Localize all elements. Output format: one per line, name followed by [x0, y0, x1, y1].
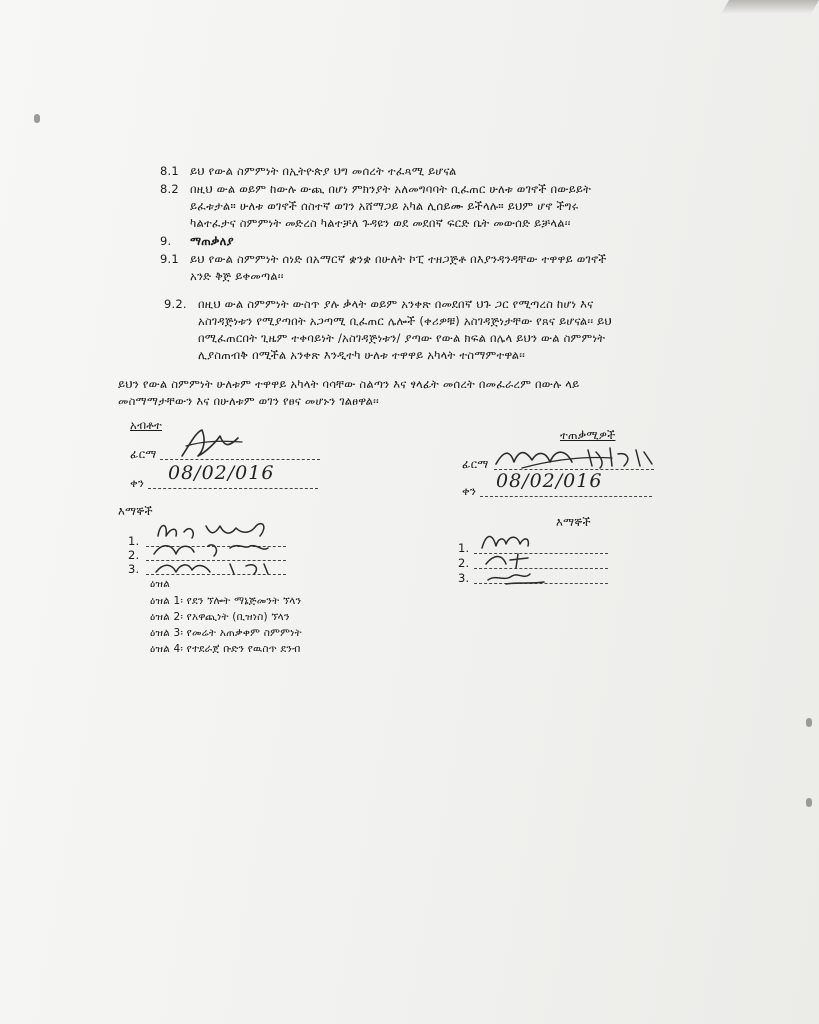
punch-hole-top [34, 114, 40, 123]
right-date-line [480, 496, 652, 497]
page-corner-shadow [721, 0, 819, 14]
clause-9-2-line-4: ሊያስጠብቅ በሚችል አንቀጽ እንዲተካ ሁለቱ ተዋዋይ አካላት ተስማምተዋል፡፡ [198, 348, 526, 362]
punch-hole-right-upper [806, 718, 812, 727]
right-witness-2-number: 2. [458, 556, 470, 570]
punch-hole-right-lower [806, 798, 812, 807]
left-witness-signatures [150, 516, 290, 580]
right-party-signature [492, 440, 662, 474]
left-witness-2-number: 2. [128, 548, 140, 562]
clause-9-2-number: 9.2. [164, 297, 187, 311]
left-date-value: 08/02/016 [168, 462, 275, 484]
left-witness-3-number: 3. [128, 562, 140, 576]
clause-8-2-number: 8.2 [160, 182, 179, 196]
right-witness-3-number: 3. [458, 571, 470, 585]
right-signature-label: ፊርማ [462, 457, 489, 471]
clause-9-1-line-1: ይህ የውል ስምምነት ሰነድ በአማርኛ ቋንቋ በሁለት ኮፒ ተዘጋጅቶ በእያንዳንዳቸው ተዋዋይ ወገኖች [190, 252, 607, 266]
left-date-line [148, 488, 318, 489]
clause-8-2-line-1: በዚህ ውል ወይም ከውሉ ውጪ በሆነ ምክንያት አለመግባባት ቢፈጠር ሁለቱ ወገኖች በውይይት [190, 182, 592, 196]
right-party-title: ተጠቃሚዎች [560, 428, 616, 442]
left-signature-label: ፊርማ [130, 447, 157, 461]
right-date-label: ቀን [462, 484, 477, 498]
annex-3: ዕዝል 3፡ የመሬት አጠቃቀም ስምምነት [150, 627, 302, 639]
left-date-label: ቀን [130, 476, 145, 490]
clause-8-1-text: ይህ የውል ስምምነት በኢትዮጵያ ህግ መሰረት ተፈጻሚ ይሆናል [190, 164, 457, 178]
clause-8-2-line-3: ካልተፈታና ስምምነት መድረስ ካልተቻለ ጉዳዩን ወደ መደበኛ ፍርድ ቤት መውሰድ ይቻላል፡፡ [190, 216, 571, 230]
clause-9-number: 9. [160, 234, 172, 248]
closing-line-1: ይህን የውል ስምምነት ሁለቱም ተዋዋይ አካላት ባሳቸው ስልጣን እና ፃላፊት መሰረት በመፈራረም በውሉ ላይ [118, 377, 580, 391]
clause-9-2-line-2: አስገዳጅነቱን የሚያጣበት አጋጣሚ ቢፈጠር ሌሎች (ቀሪዎቹ) አስገዳጅነታቸው የጸና ይሆናል፡፡ ይህ [198, 314, 612, 328]
left-witness-1-number: 1. [128, 534, 140, 548]
left-party-title: አብቶተ [130, 418, 162, 432]
clause-8-2-line-2: ይፈቱታል። ሁለቱ ወገኖች ሰስተኛ ወገን አሸማጋይ አካል ሊሰይሙ ይችላሉ። ይህም ሆኖ ችግሩ [190, 199, 579, 213]
right-date-value: 08/02/016 [496, 470, 603, 492]
right-witness-1-number: 1. [458, 541, 470, 555]
clause-9-2-line-1: በዚህ ውል ስምምነት ውስጥ ያሉ ቃላት ወይም አንቀጽ በመደበኛ ህጉ ጋር የሚጣረስ ከሆነ እና [198, 297, 594, 311]
clause-9-heading: ማጠቃለያ [190, 234, 234, 248]
annex-1: ዕዝል 1፡ የደን ኘሎት ማኔጅመንት ኘላን [150, 595, 302, 607]
clause-8-1-number: 8.1 [160, 164, 179, 178]
clause-9-1-line-2: አንድ ቅጅ ይቀመጣል፡፡ [190, 269, 284, 283]
right-witness-signatures [476, 524, 566, 588]
annex-4: ዕዝል 4፡ የተደራጀ ቡድን የዉስጥ ደንብ [150, 643, 301, 655]
clause-9-2-line-3: በሚፈጠርበት ጊዜም ተቀባይነት /አስገዳጅነቱን/ ያጣው የውል ክፍል በሌላ ይህን ውል ስምምነት [198, 331, 606, 345]
annexes-title: ዕዝል [150, 578, 170, 590]
right-witnesses-title: እማኞች [556, 515, 591, 529]
annex-2: ዕዝል 2፡ የአዋጪነት (ቢዝነስ) ኘላን [150, 611, 290, 623]
closing-line-2: መስማማታቸውን እና በሁለቱም ወገን የፀና መሆኑን ገልፀዋል፡፡ [118, 394, 379, 408]
left-party-signature [176, 426, 246, 462]
clause-9-1-number: 9.1 [160, 252, 179, 266]
left-witnesses-title: እማኞች [118, 504, 153, 518]
